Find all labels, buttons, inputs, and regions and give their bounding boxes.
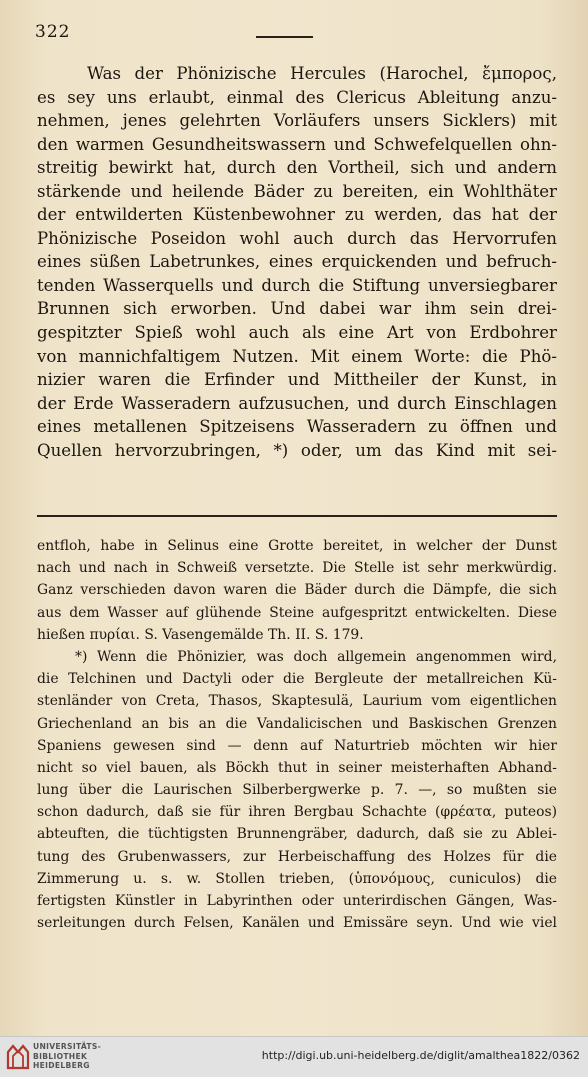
- footnote-line: Zimmerung u. s. w. Stollen trieben, (ὑπονόμους, cuniculos) die: [37, 870, 557, 887]
- text-line: eines metallenen Spitzeisens Wasseradern zu öffnen und: [37, 417, 557, 437]
- text-line: streitig bewirkt hat, durch den Vortheil, sich und andern: [37, 158, 557, 178]
- footnote-line: entfloh, habe in Selinus eine Grotte bereitet, in welcher der Dunst: [37, 538, 557, 554]
- library-name-line: UNIVERSITÄTS-: [33, 1042, 102, 1051]
- viewer-footer: [0, 1036, 588, 1077]
- text-line: Was der Phönizische Hercules (Harochel, ἔμπορος,: [87, 64, 557, 83]
- text-line: es sey uns erlaubt, einmal des Clericus Ableitung anzu-: [37, 87, 557, 107]
- library-name: [33, 1042, 101, 1071]
- footnote-separator: [37, 515, 557, 517]
- footnote-line: *) Wenn die Phönizier, was doch allgemein angenommen wird,: [75, 648, 557, 665]
- footnote-line: Griechenland an bis an die Vandalicischen und Baskischen Grenzen: [37, 715, 557, 732]
- text-line: tenden Wasserquells und durch die Stiftung unversiegbarer: [37, 275, 557, 295]
- text-line: nizier waren die Erfinder und Mittheiler der Kunst, in: [37, 370, 557, 390]
- footnote-line: fertigsten Künstler in Labyrinthen oder unterirdischen Gängen, Was-: [37, 893, 557, 909]
- text-line: gespitzter Spieß wohl auch als eine Art von Erdbohrer: [37, 323, 557, 343]
- library-name-line: HEIDELBERG: [33, 1061, 90, 1070]
- footnote-line: stenländer von Creta, Thasos, Skaptesulä, Laurium vom eigentlichen: [37, 693, 557, 710]
- footnote-line: serleitungen durch Felsen, Kanälen und Emissäre seyn. Und wie viel: [37, 915, 557, 932]
- header-rule: [256, 36, 313, 38]
- text-line: von mannichfaltigem Nutzen. Mit einem Worte: die Phö-: [37, 346, 557, 366]
- permalink-url[interactable]: http://digi.ub.uni-heidelberg.de/diglit/amalthea1822/0362: [261, 1049, 580, 1062]
- footnote-line: schon dadurch, daß sie für ihren Bergbau Schachte (φρέατα, puteos): [37, 804, 557, 821]
- text-line: den warmen Gesundheitswassern und Schwefelquellen ohn-: [37, 134, 557, 154]
- footnote-line: nicht so viel bauen, als Böckh thut in seiner meisterhaften Abhand-: [37, 759, 557, 776]
- text-line: Phönizische Poseidon wohl auch durch das Hervorrufen: [37, 228, 557, 248]
- footnote-line: tung des Grubenwassers, zur Herbeischaffung des Holzes für die: [37, 848, 557, 865]
- text-line: nehmen, jenes gelehrten Vorläufers unsers Sicklers) mit: [37, 111, 557, 131]
- text-line: der entwilderten Küstenbewohner zu werden, das hat der: [37, 205, 557, 225]
- library-name-line: BIBLIOTHEK: [33, 1051, 88, 1061]
- page-number: 322: [35, 22, 71, 42]
- footnotes-block: [37, 535, 557, 934]
- text-line: eines süßen Labetrunkes, eines erquickenden und befruch-: [37, 252, 557, 272]
- text-line: der Erde Wasseradern aufzusuchen, und durch Einschlagen: [37, 393, 557, 413]
- footnote-line: nach und nach in Schweiß versetzte. Die Stelle ist sehr merkwürdig.: [37, 560, 557, 577]
- university-library-logo-icon[interactable]: [6, 1042, 30, 1070]
- footnote-line: Ganz verschieden davon waren die Bäder durch die Dämpfe, die sich: [37, 582, 557, 599]
- footnote-line: die Telchinen und Dactyli oder die Bergleute der metallreichen Kü-: [37, 671, 557, 688]
- footnote-line: lung über die Laurischen Silberbergwerke p. 7. —, so mußten sie: [37, 782, 557, 799]
- text-line: Quellen hervorzubringen, *) oder, um das Kind mit sei-: [37, 440, 557, 460]
- footnote-line: abteuften, die tüchtigsten Brunnengräber, dadurch, daß sie zu Ablei-: [37, 826, 557, 843]
- footnote-line: aus dem Wasser auf glühende Steine aufgespritzt entwickelten. Diese: [37, 604, 557, 621]
- text-line: Brunnen sich erworben. Und dabei war ihm sein drei-: [37, 299, 557, 319]
- footnote-line: hießen πυρίαι. S. Vasengemälde Th. II. S. 179.: [37, 626, 364, 643]
- main-text-block: [37, 62, 557, 462]
- footnote-line: Spaniens gewesen sind — denn auf Naturtrieb möchten wir hier: [37, 737, 557, 754]
- text-line: stärkende und heilende Bäder zu bereiten, ein Wohlthäter: [37, 181, 557, 201]
